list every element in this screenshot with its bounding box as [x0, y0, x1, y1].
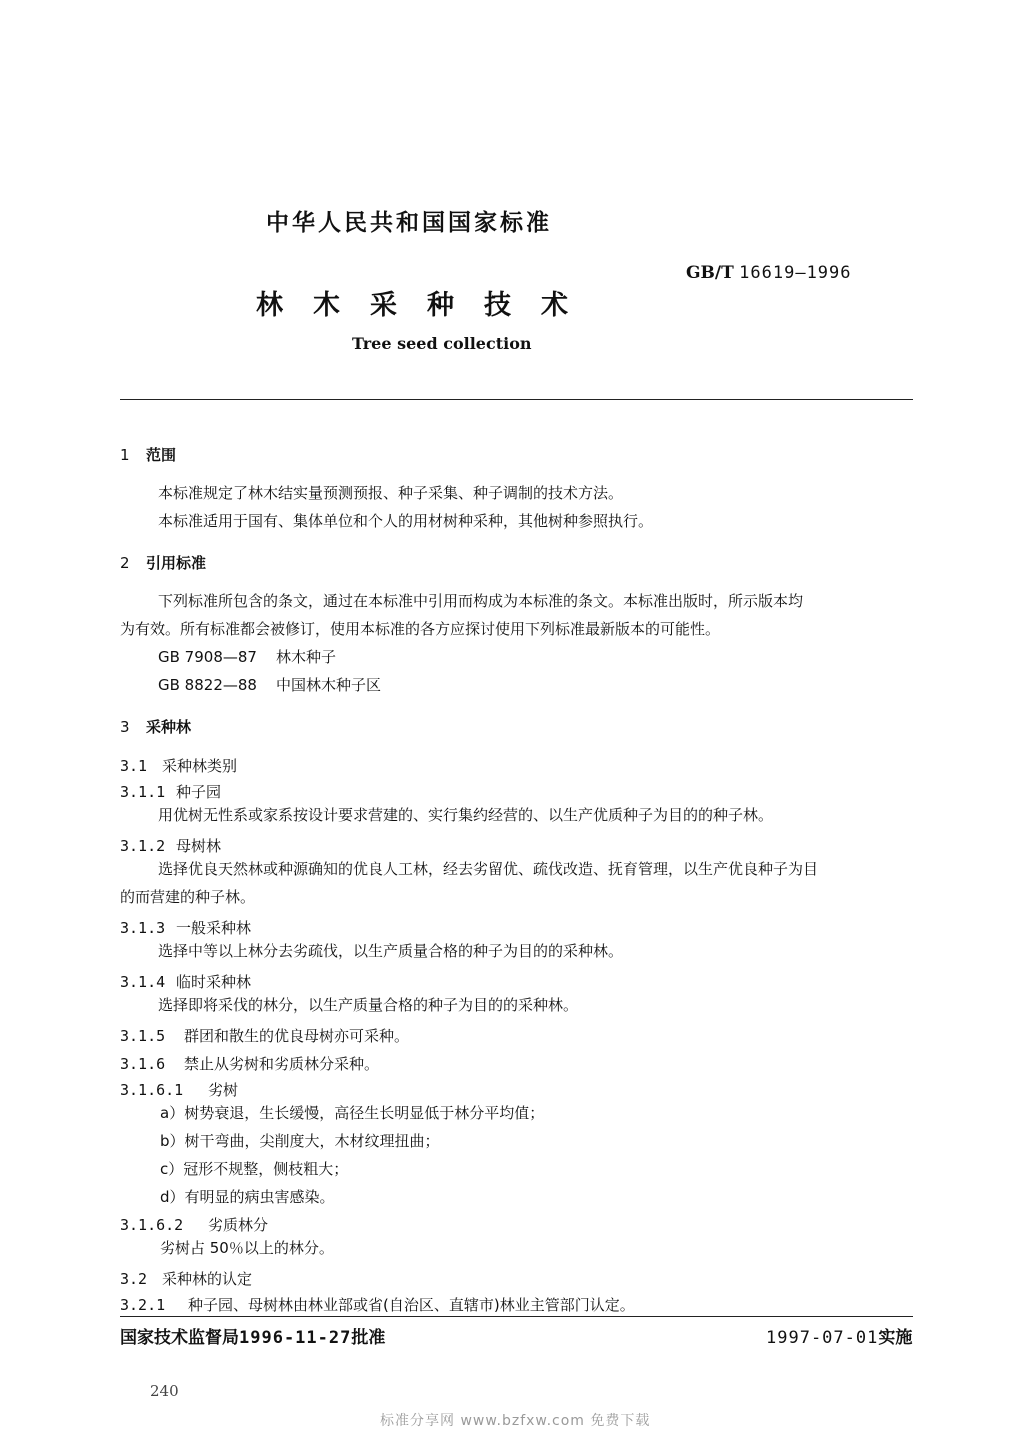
section-2-heading — [120, 552, 206, 573]
clause-3-1-4 — [120, 971, 251, 992]
national-standard-heading: 中华人民共和国国家标准 — [266, 210, 552, 236]
reference-standard — [158, 671, 381, 699]
implementation-date: 1997-07-01 — [766, 1328, 879, 1348]
clause-3-1-2-body-line-1: 选择优良天然林或种源确知的优良人工林，经去劣留优、疏伐改造、抚育管理，以生产优良种子为目 — [158, 860, 819, 878]
clause-3-1-4-body: 选择即将采伐的林分，以生产质量合格的种子为目的的采种林。 — [158, 996, 579, 1014]
reference-standard — [158, 643, 336, 671]
clause-3-1-1-body: 用优树无性系或家系按设计要求营建的、实行集约经营的、以生产优质种子为目的的种子林。 — [158, 806, 774, 824]
approval-date: 1996-11-27 — [239, 1328, 352, 1348]
document-title-cn: 林木采种技术 — [256, 290, 598, 321]
clause-number: 3.1.1 — [120, 783, 166, 801]
section-1-heading — [120, 444, 176, 465]
section-number: 2 — [120, 554, 130, 572]
standard-code-prefix: GB/T — [686, 263, 734, 283]
page-number: 240 — [150, 1382, 179, 1400]
clause-number: 3.1.2 — [120, 837, 166, 855]
clause-3-1-1 — [120, 781, 221, 802]
clause-number: 3.1 — [120, 757, 148, 775]
clause-number: 3.2.1 — [120, 1296, 166, 1314]
watermark-text: 标准分享网 www.bzfxw.com 免费下载 — [380, 1413, 651, 1429]
clause-title: 临时采种林 — [176, 973, 252, 991]
reference-name: 中国林木种子区 — [276, 676, 382, 694]
clause-3-2 — [120, 1268, 252, 1289]
section-title: 范围 — [146, 446, 177, 464]
clause-3-1-6-2-body: 劣树占 50％以上的林分。 — [160, 1239, 334, 1257]
approval-org: 国家技术监督局 — [120, 1328, 239, 1348]
section-title: 引用标准 — [146, 554, 207, 572]
clause-text: 群团和散生的优良母树亦可采种。 — [184, 1027, 410, 1045]
clause-title: 劣树 — [208, 1081, 239, 1099]
section-2-paragraph-line-2: 为有效。所有标准都会被修订，使用本标准的各方应探讨使用下列标准最新版本的可能性。 — [120, 620, 721, 638]
clause-3-1-6 — [120, 1053, 379, 1074]
section-2-paragraph-line-1: 下列标准所包含的条文，通过在本标准中引用而构成为本标准的条文。本标准出版时，所示版本均 — [158, 592, 804, 610]
reference-code: GB 7908—87 — [158, 648, 257, 666]
clause-title: 一般采种林 — [176, 919, 252, 937]
clause-title: 采种林类别 — [162, 757, 238, 775]
list-item: b）树干弯曲，尖削度大，木材纹理扭曲； — [160, 1132, 440, 1150]
clause-3-1-3 — [120, 917, 251, 938]
clause-number: 3.1.5 — [120, 1027, 166, 1045]
section-number: 3 — [120, 718, 130, 736]
list-item: a）树势衰退，生长缓慢，高径生长明显低于林分平均值； — [160, 1104, 545, 1122]
clause-number: 3.1.6.2 — [120, 1216, 184, 1234]
clause-3-1-2 — [120, 835, 221, 856]
standard-code — [686, 263, 852, 283]
list-item: c）冠形不规整，侧枝粗大； — [160, 1160, 349, 1178]
clause-3-1 — [120, 755, 237, 776]
clause-number: 3.2 — [120, 1270, 148, 1288]
list-item: d）有明显的病虫害感染。 — [160, 1188, 335, 1206]
clause-text: 种子园、母树林由林业部或省(自治区、直辖市)林业主管部门认定。 — [188, 1296, 635, 1314]
clause-number: 3.1.6 — [120, 1055, 166, 1073]
section-1-paragraph-2: 本标准适用于国有、集体单位和个人的用材树种采种，其他树种参照执行。 — [158, 512, 654, 530]
section-3-heading — [120, 716, 191, 737]
section-1-paragraph-1: 本标准规定了林木结实量预测预报、种子采集、种子调制的技术方法。 — [158, 484, 624, 502]
reference-code: GB 8822—88 — [158, 676, 257, 694]
clause-3-1-2-body-line-2: 的而营建的种子林。 — [120, 888, 256, 906]
clause-3-1-5 — [120, 1025, 409, 1046]
header-divider — [120, 399, 913, 400]
clause-title: 劣质林分 — [208, 1216, 269, 1234]
standard-code-number: 16619—1996 — [739, 263, 852, 283]
clause-3-1-6-1 — [120, 1079, 238, 1100]
clause-number: 3.1.3 — [120, 919, 166, 937]
approval-suffix: 批准 — [351, 1328, 386, 1348]
approval-line — [120, 1323, 385, 1348]
section-number: 1 — [120, 446, 130, 464]
clause-title: 种子园 — [176, 783, 222, 801]
document-title-en: Tree seed collection — [352, 334, 532, 353]
reference-name: 林木种子 — [276, 648, 337, 666]
footer-divider — [120, 1316, 913, 1317]
implementation-line — [766, 1323, 912, 1348]
clause-3-2-1 — [120, 1294, 635, 1315]
clause-title: 采种林的认定 — [162, 1270, 253, 1288]
clause-text: 禁止从劣树和劣质林分采种。 — [184, 1055, 380, 1073]
implementation-suffix: 实施 — [878, 1328, 913, 1348]
clause-3-1-3-body: 选择中等以上林分去劣疏伐，以生产质量合格的种子为目的的采种林。 — [158, 942, 624, 960]
clause-number: 3.1.4 — [120, 973, 166, 991]
clause-3-1-6-2 — [120, 1214, 268, 1235]
clause-title: 母树林 — [176, 837, 222, 855]
clause-number: 3.1.6.1 — [120, 1081, 184, 1099]
section-title: 采种林 — [146, 718, 192, 736]
